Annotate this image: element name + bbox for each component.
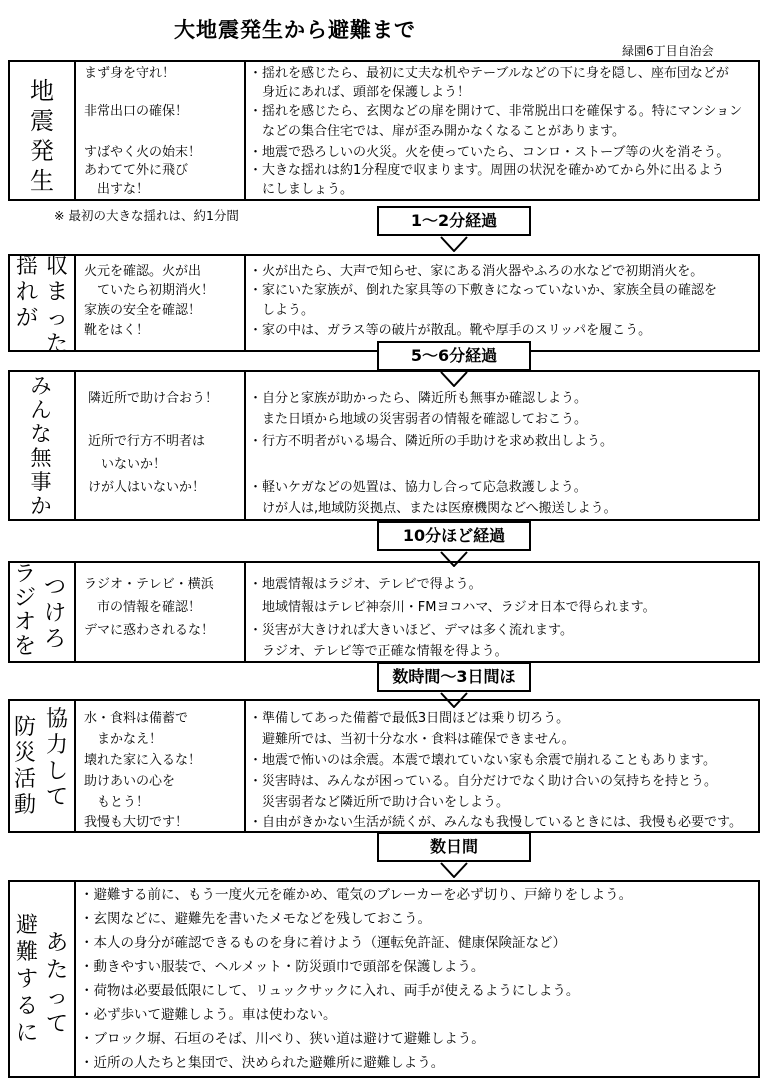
stage-radio (8, 561, 760, 663)
label-char: ま (45, 280, 68, 305)
action-column (76, 256, 246, 350)
label-char: て (45, 1012, 68, 1037)
label-char: た (45, 958, 68, 983)
label-char: 震 (30, 107, 54, 135)
action-item: いないか！ (88, 457, 167, 472)
detail-line: にしましょう。 (249, 182, 354, 197)
detail-line: 避難所では、当初十分な水・食料は確保できません。 (249, 732, 575, 747)
label-char: 動 (13, 793, 36, 818)
action-item: ていたら初期消火！ (84, 283, 215, 298)
action-item: 壊れた家に入るな！ (84, 753, 202, 768)
note-text: ※ 最初の大きな揺れは、約1分間 (54, 208, 239, 223)
list-item: ・近所の人たちと集団で、決められた避難所に避難しよう。 (80, 1055, 445, 1071)
action-column (76, 372, 246, 519)
action-item: もとう！ (84, 795, 150, 810)
step-box: 1〜2分経過 (377, 206, 531, 236)
label-char: っ (45, 985, 68, 1010)
label-char: 避 (15, 913, 38, 938)
detail-line: ・地震で怖いのは余震。本震で壊れていない家も余震で崩れることもあります。 (249, 753, 716, 768)
action-item: 市の情報を確認！ (84, 600, 202, 615)
label-char: っ (45, 306, 68, 331)
detail-line: ・火が出たら、大声で知らせ、家にある消火器やふろの水などで初期消火を。 (249, 264, 704, 279)
label-char: し (45, 759, 68, 784)
list-item: ・避難する前に、もう一度火元を確かめ、電気のブレーカーを必ず切り、戸締りをしよう。 (80, 887, 633, 903)
detail-line: 身近にあれば、頭部を保護しよう！ (249, 85, 471, 100)
label-char: ん (30, 398, 52, 422)
action-item: すばやく火の始末！ (84, 145, 202, 160)
label-char: て (45, 785, 68, 810)
stage-label (10, 882, 76, 1076)
label-char: ラ (13, 562, 36, 587)
list-item: ・荷物は必要最低限にして、リュックサックに入れ、両手が使えるようにしよう。 (80, 983, 580, 999)
stage-label (10, 62, 76, 199)
label-char: 災 (13, 741, 36, 766)
detail-line: ・地震で恐ろしいの火災。火を使っていたら、コンロ・ストーブ等の火を消そう。 (249, 145, 730, 160)
detail-line: ・家にいた家族が、倒れた家具等の下敷きになっていないか、家族全員の確認を (249, 283, 718, 298)
label-char: 協 (45, 707, 68, 732)
detail-line: ・揺れを感じたら、最初に丈夫な机やテーブルなどの下に身を隠し、座布団などが (249, 66, 729, 81)
label-char: 事 (30, 470, 52, 494)
detail-column (246, 563, 758, 661)
stage-everyone-safe (8, 370, 760, 521)
detail-line: けが人は,地域防災拠点、または医療機関などへ搬送しよう。 (249, 501, 617, 516)
evacuation-list (76, 882, 758, 1076)
detail-line: ・準備してあった備蓄で最低3日間ほどは乗り切ろう。 (249, 711, 570, 726)
stage-disaster-activity (8, 699, 760, 833)
label-char: 活 (13, 767, 36, 792)
detail-column (246, 62, 758, 199)
action-item: 助けあいの心を (84, 774, 176, 789)
action-item: 我慢も大切です！ (84, 815, 189, 830)
detail-column (246, 256, 758, 350)
label-char: 難 (15, 940, 38, 965)
list-item: ・玄関などに、避難先を書いたメモなどを残しておこう。 (80, 911, 431, 927)
action-item: 靴をはく！ (84, 323, 150, 338)
action-column (76, 62, 246, 199)
detail-line: また日頃から地域の災害弱者の情報を確認しておこう。 (249, 412, 588, 427)
detail-column (246, 372, 758, 519)
label-char: 地 (30, 77, 54, 105)
detail-line: しよう。 (249, 303, 315, 318)
stage-label (10, 701, 76, 831)
page-title: 大地震発生から避難まで (174, 18, 416, 42)
step-box: 数時間〜3日間ほ (377, 662, 531, 692)
label-char: 発 (30, 137, 54, 165)
label-char: に (15, 1021, 38, 1046)
stage-label (10, 254, 76, 357)
step-box: 数日間 (377, 832, 531, 862)
action-item: 近所で行方不明者は (88, 434, 206, 449)
label-char: オ (13, 610, 36, 635)
label-char: す (15, 967, 38, 992)
action-item: 水・食料は備蓄で (84, 711, 189, 726)
detail-line: 災害弱者など隣近所で助け合いをしよう。 (249, 795, 510, 810)
detail-line: 地域情報はテレビ神奈川・FMヨコハマ、ラジオ日本で得られます。 (249, 600, 656, 615)
detail-line: ・地震情報はラジオ、テレビで得よう。 (249, 577, 482, 592)
action-item: 家族の安全を確認！ (84, 303, 202, 318)
label-char: ジ (13, 586, 36, 611)
detail-line: ・自分と家族が助かったら、隣近所も無事か確認しよう。 (249, 391, 588, 406)
label-char: あ (45, 931, 68, 956)
step-box: 5〜6分経過 (377, 341, 531, 371)
detail-line: などの集合住宅では、扉が歪み開かなくなることがあります。 (249, 124, 625, 139)
action-column (76, 701, 246, 831)
list-item: ・ブロック塀、石垣のそば、川べり、狭い道は避けて避難しよう。 (80, 1031, 485, 1047)
detail-line: ・災害が大きければ大きいほど、デマは多く流れます。 (249, 623, 573, 638)
label-char: み (30, 374, 52, 398)
action-item: まず身を守れ！ (84, 66, 176, 81)
detail-line: ・揺れを感じたら、玄関などの扉を開けて、非常脱出口を確保する。特にマンション (249, 104, 743, 119)
organization-name: 緑園6丁目自治会 (622, 44, 714, 58)
label-char: 無 (30, 446, 52, 470)
detail-line: ・行方不明者がいる場合、隣近所の手助けを求め救出しよう。 (249, 434, 614, 449)
detail-line: ・災害時は、みんなが困っている。自分だけでなく助け合いの気持ちを持とう。 (249, 774, 718, 789)
action-item: まかなえ！ (84, 732, 163, 747)
label-char: を (13, 634, 36, 659)
detail-line: ・家の中は、ガラス等の破片が散乱。靴や厚手のスリッパを履こう。 (249, 323, 652, 338)
label-char: れ (15, 280, 38, 305)
action-item: 非常出口の確保！ (84, 104, 189, 119)
action-item: 火元を確認。火が出 (84, 264, 202, 279)
action-item: ラジオ・テレビ・横浜 (84, 577, 214, 592)
action-column (76, 563, 246, 661)
list-item: ・動きやすい服装で、ヘルメット・防災頭巾で頭部を保護しよう。 (80, 959, 485, 975)
action-item: あわてて外に飛び (84, 163, 189, 178)
detail-line: ・軽いケガなどの処置は、協力し合って応急救護しよう。 (249, 480, 587, 495)
step-box: 10分ほど経過 (377, 521, 531, 551)
detail-column (246, 701, 758, 831)
stage-evacuation (8, 880, 760, 1078)
down-arrow-icon (440, 862, 468, 878)
action-item: けが人はいないか！ (88, 480, 206, 495)
label-char: 収 (45, 254, 68, 279)
label-char: 防 (13, 715, 36, 740)
detail-line: ラジオ、テレビ等で正確な情報を得よう。 (249, 644, 508, 659)
action-item: 出すな！ (84, 182, 150, 197)
list-item: ・本人の身分が確認できるものを身に着けよう（運転免許証、健康保険証など） (80, 935, 566, 951)
label-char: る (15, 994, 38, 1019)
detail-line: ・自由がきかない生活が続くが、みんなも我慢しているときには、我慢も必要です。 (249, 815, 742, 830)
label-char: 生 (30, 167, 54, 195)
label-char: 揺 (15, 254, 38, 279)
stage-label (10, 372, 76, 519)
down-arrow-icon (440, 236, 468, 252)
label-char: 力 (45, 733, 68, 758)
label-char: ろ (43, 627, 66, 652)
label-char: か (30, 494, 52, 518)
action-item: 隣近所で助け合おう！ (88, 391, 219, 406)
stage-label (10, 563, 76, 661)
label-char: た (45, 332, 68, 357)
label-char: が (15, 306, 38, 331)
list-item: ・必ず歩いて避難しよう。車は使わない。 (80, 1007, 337, 1023)
detail-line: ・大きな揺れは約1分程度で収まります。周囲の状況を確かめてから外に出るよう (249, 163, 725, 178)
stage-earthquake (8, 60, 760, 201)
label-char: つ (43, 575, 66, 600)
label-char: な (30, 422, 52, 446)
action-item: デマに惑わされるな！ (84, 623, 215, 638)
label-char: け (43, 601, 66, 626)
